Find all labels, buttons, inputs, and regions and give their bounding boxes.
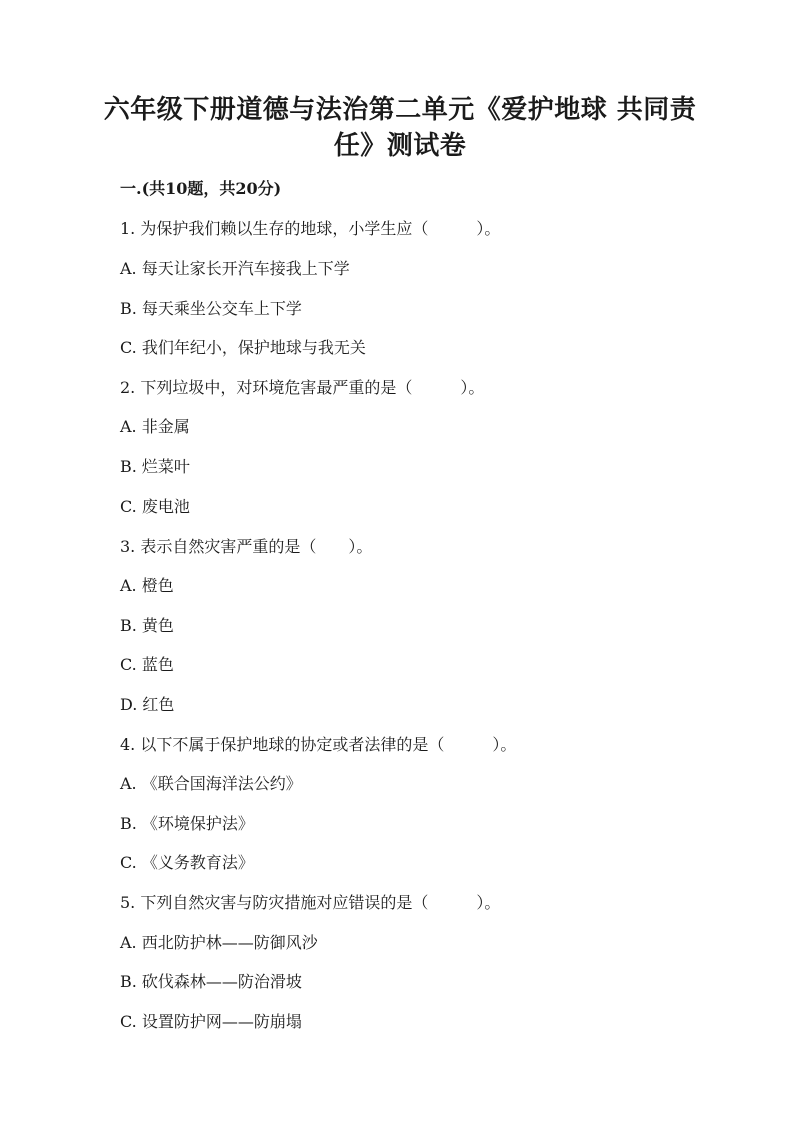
question-4-option-c: C. 《义务教育法》 bbox=[120, 853, 254, 872]
question-5-option-b: B. 砍伐森林——防治滑坡 bbox=[120, 972, 302, 991]
question-4-stem: 4. 以下不属于保护地球的协定或者法律的是（ ）。 bbox=[120, 735, 517, 754]
question-2-option-c: C. 废电池 bbox=[120, 497, 190, 516]
question-5-stem: 5. 下列自然灾害与防灾措施对应错误的是（ ）。 bbox=[120, 893, 501, 912]
title-line-2: 任》测试卷 bbox=[333, 131, 467, 161]
question-2-stem: 2. 下列垃圾中，对环境危害最严重的是（ ）。 bbox=[120, 378, 485, 397]
question-4-option-b: B. 《环境保护法》 bbox=[120, 814, 254, 833]
question-5-option-c: C. 设置防护网——防崩塌 bbox=[120, 1012, 302, 1031]
question-5-option-a: A. 西北防护林——防御风沙 bbox=[120, 933, 318, 952]
question-2-option-a: A. 非金属 bbox=[120, 417, 190, 436]
question-3-stem: 3. 表示自然灾害严重的是（ ）。 bbox=[120, 537, 373, 556]
question-1-option-a: A. 每天让家长开汽车接我上下学 bbox=[120, 259, 350, 278]
question-1-option-b: B. 每天乘坐公交车上下学 bbox=[120, 299, 302, 318]
question-3-option-a: A. 橙色 bbox=[120, 576, 174, 595]
question-1-option-c: C. 我们年纪小，保护地球与我无关 bbox=[120, 338, 366, 357]
question-1-stem: 1. 为保护我们赖以生存的地球，小学生应（ ）。 bbox=[120, 219, 501, 238]
question-3-option-d: D. 红色 bbox=[120, 695, 175, 714]
question-3-option-b: B. 黄色 bbox=[120, 616, 174, 635]
section-heading: 一.(共10题，共20分) bbox=[120, 179, 282, 198]
page-title bbox=[80, 92, 720, 164]
title-line-1: 六年级下册道德与法治第二单元《爱护地球 共同责 bbox=[103, 95, 697, 125]
question-3-option-c: C. 蓝色 bbox=[120, 655, 174, 674]
question-2-option-b: B. 烂菜叶 bbox=[120, 457, 190, 476]
question-4-option-a: A. 《联合国海洋法公约》 bbox=[120, 774, 302, 793]
